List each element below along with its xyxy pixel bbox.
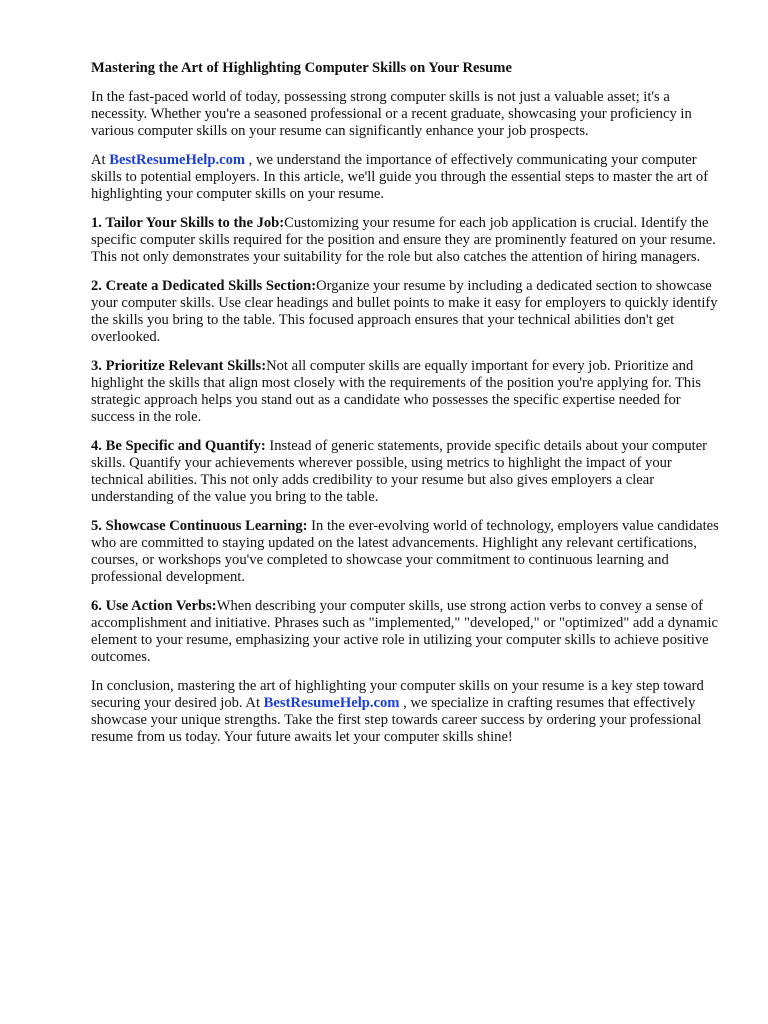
section-prioritize-skills bbox=[91, 358, 721, 426]
intro-paragraph: In the fast-paced world of today, possessing strong computer skills is not just a valuable asset; it's a necessity. Whether you're a seasoned professional or a recent graduate, showcasing your proficiency in various computer skills on your resume can significantly enhance your job prospects. bbox=[91, 89, 692, 139]
section-heading: 2. Create a Dedicated Skills Section: bbox=[91, 278, 317, 294]
section-body: Instead of generic statements, provide specific details about your computer skills. Quantify your achievements wherever possible, using metrics to highlight the impact of your technical abilities. This not only adds credibility to your resume but also gives employers a clear understanding of the value you bring to the table. bbox=[91, 438, 708, 505]
section-action-verbs bbox=[91, 598, 721, 666]
conclusion-paragraph bbox=[91, 678, 721, 746]
section-body: Organize your resume by including a dedicated section to showcase your computer skills. Use clear headings and bullet points to make it easy for employers to quickly identify the skills you bring to the table. This focused approach ensures that your technical abilities don't get overlooked. bbox=[91, 278, 718, 345]
conclusion-prefix: In conclusion, mastering the art of highlighting your computer skills on your resume is a key step toward securing your desired job. At bbox=[91, 678, 704, 711]
section-continuous-learning bbox=[91, 518, 721, 586]
section-body: When describing your computer skills, use strong action verbs to convey a sense of accomplishment and initiative. Phrases such as "implemented," "developed," or "optimized" add a dynamic element to your resume, emphasizing your active role in utilizing your computer skills to achieve positive outcomes. bbox=[91, 598, 719, 665]
bestresumehelp-link[interactable]: BestResumeHelp.com bbox=[263, 695, 400, 711]
document-page bbox=[91, 60, 721, 758]
conclusion-text: , we specialize in crafting resumes that effectively showcase your unique strengths. Take the first step towards career success by ordering your professional resume from us today. Your future awaits let your computer skills shine! bbox=[91, 695, 702, 745]
section-heading: 1. Tailor Your Skills to the Job: bbox=[91, 215, 285, 231]
section-body: In the ever-evolving world of technology, employers value candidates who are committed to staying updated on the latest advancements. Highlight any relevant certifications, courses, or workshops you've completed to showcase your commitment to continuous learning and professional development. bbox=[91, 518, 719, 585]
section-heading: 5. Showcase Continuous Learning: bbox=[91, 518, 308, 534]
company-intro-prefix: At bbox=[91, 152, 110, 168]
section-heading: 6. Use Action Verbs: bbox=[91, 598, 217, 614]
section-tailor-skills bbox=[91, 215, 721, 266]
company-intro-text: , we understand the importance of effectively communicating your computer skills to potential employers. In this article, we'll guide you through the essential steps to master the art of highlighting your computer skills on your resume. bbox=[91, 152, 709, 202]
section-skills-section bbox=[91, 278, 721, 346]
section-heading: 4. Be Specific and Quantify: bbox=[91, 438, 266, 454]
bestresumehelp-link[interactable]: BestResumeHelp.com bbox=[109, 152, 246, 168]
section-body: Customizing your resume for each job application is crucial. Identify the specific computer skills required for the position and ensure they are prominently featured on your resume. This not only demonstrates your suitability for the role but also catches the attention of hiring managers. bbox=[91, 215, 716, 265]
section-heading: 3. Prioritize Relevant Skills: bbox=[91, 358, 267, 374]
section-body: Not all computer skills are equally important for every job. Prioritize and highlight the skills that align most closely with the requirements of the position you're applying for. This strategic approach helps you stand out as a candidate who possesses the specific expertise needed for success in the role. bbox=[91, 358, 701, 425]
document-title: Mastering the Art of Highlighting Computer Skills on Your Resume bbox=[91, 60, 512, 76]
company-intro-paragraph bbox=[91, 152, 721, 203]
section-be-specific bbox=[91, 438, 721, 506]
